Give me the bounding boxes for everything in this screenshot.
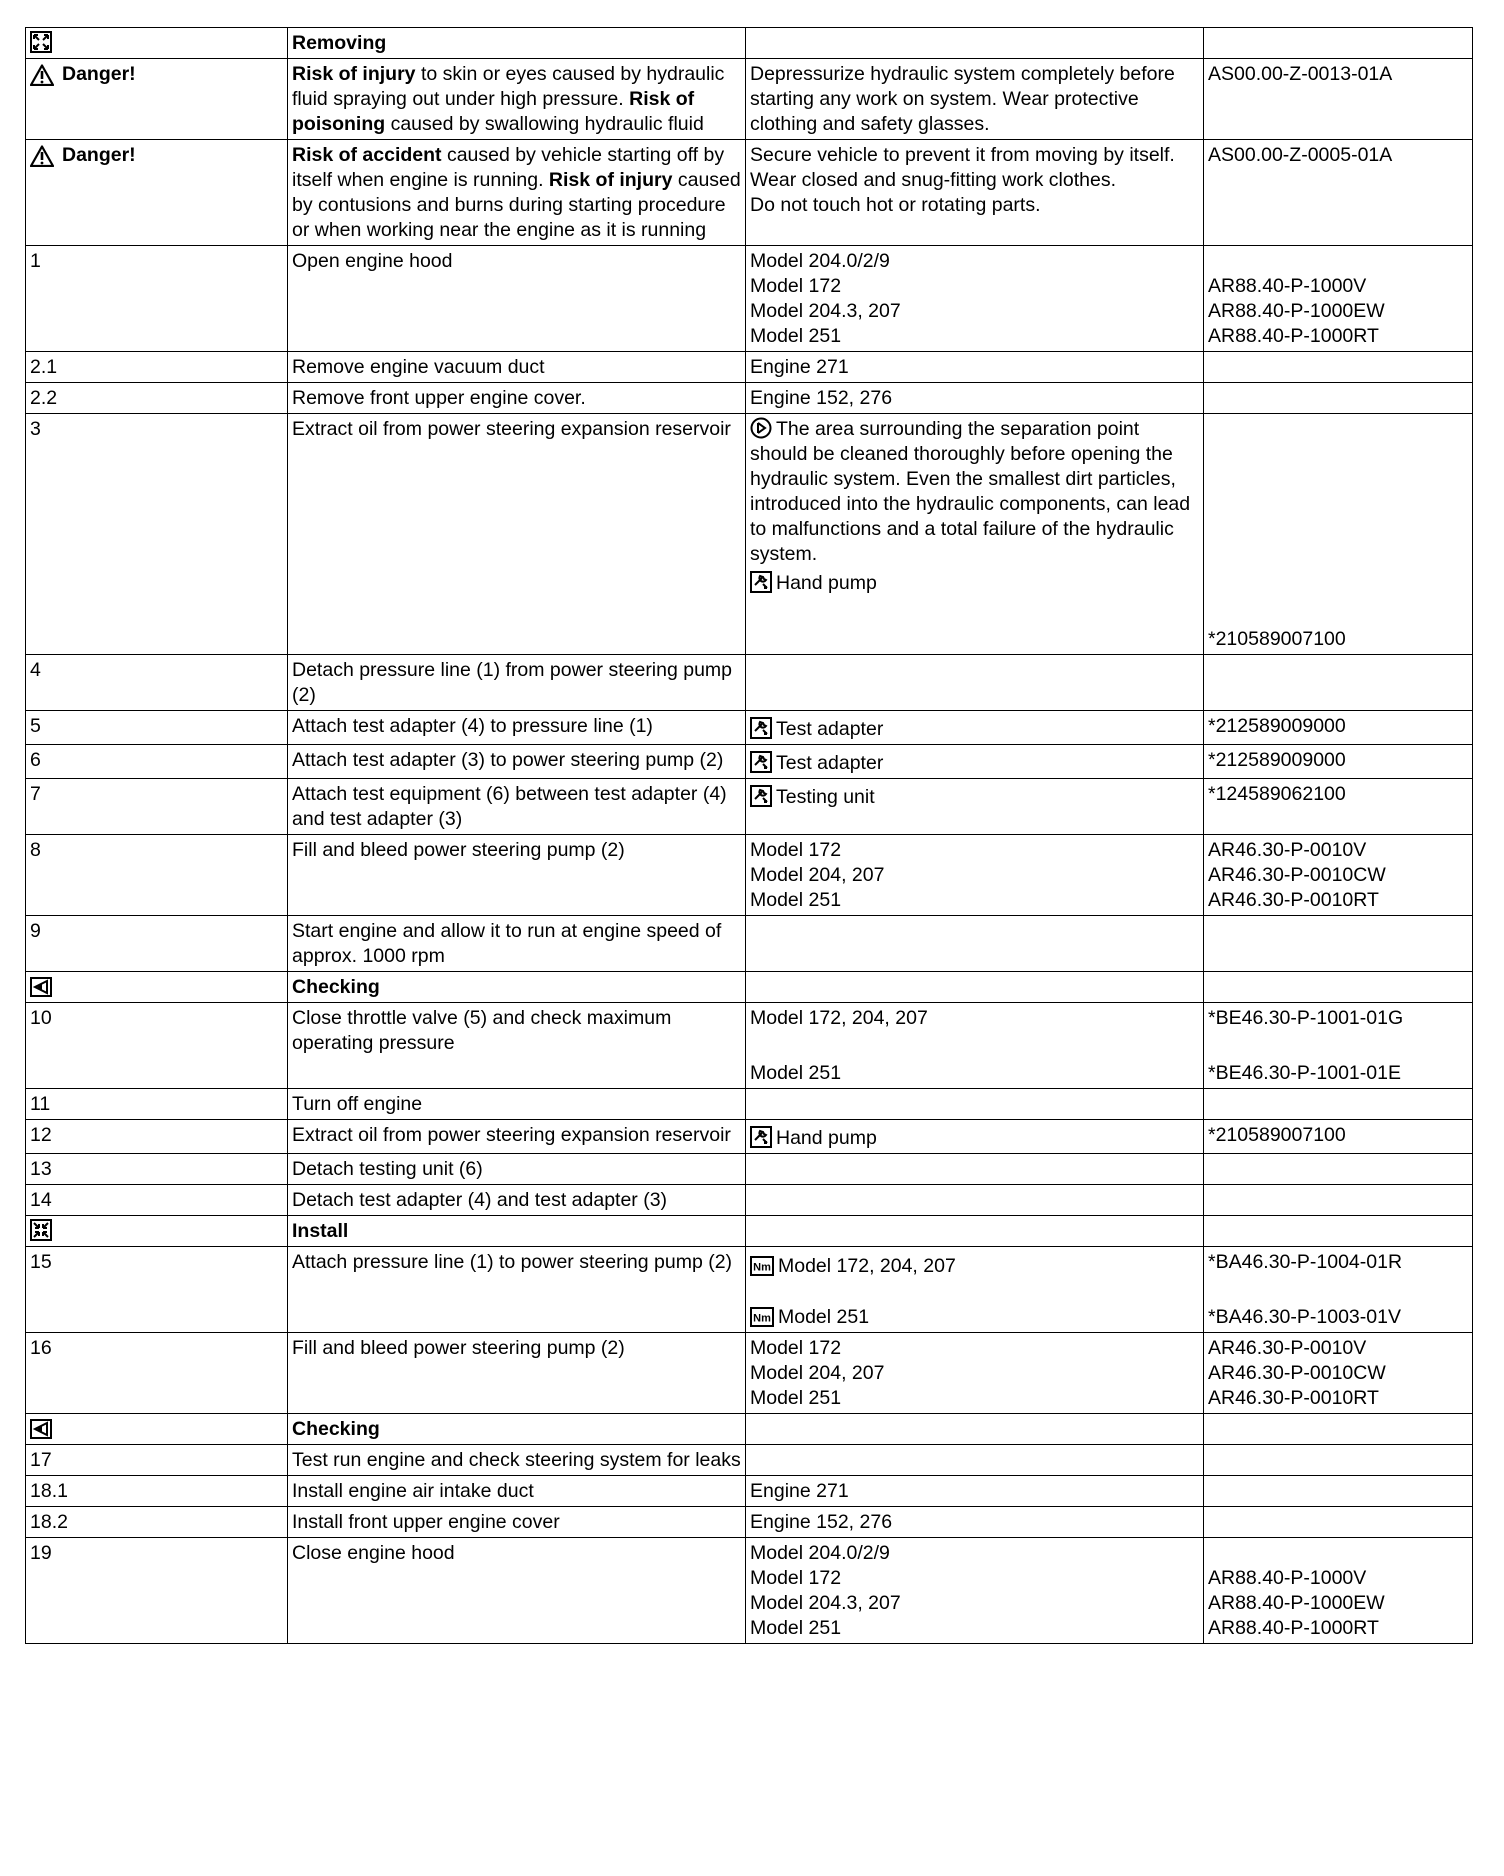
step-cell <box>26 140 288 246</box>
special-tool <box>750 717 1199 742</box>
step-cell <box>26 835 288 916</box>
risk-text: caused by swallowing hydraulic fluid <box>385 113 704 135</box>
step-number: 12 <box>30 1124 52 1146</box>
info-cell <box>746 1003 1204 1089</box>
info-cell <box>746 1247 1204 1333</box>
step-cell <box>26 711 288 745</box>
work-reference <box>1208 355 1468 380</box>
description-cell <box>288 1089 746 1120</box>
danger-row <box>26 140 1473 246</box>
step-cell <box>26 28 288 59</box>
step-description: Turn off engine <box>292 1093 423 1115</box>
table-row <box>26 383 1473 414</box>
step-cell <box>26 916 288 972</box>
tool-icon <box>750 1126 772 1148</box>
reference-cell <box>1204 414 1473 655</box>
step-description: Fill and bleed power steering pump (2) <box>292 1337 625 1359</box>
step-cell <box>26 1414 288 1445</box>
step-number: 3 <box>30 418 41 440</box>
step-number: 13 <box>30 1158 52 1180</box>
info-cell <box>746 711 1204 745</box>
description-cell <box>288 383 746 414</box>
info-cell <box>746 28 1204 59</box>
table-row <box>26 1154 1473 1185</box>
reference-cell <box>1204 28 1473 59</box>
step-number: 8 <box>30 839 41 861</box>
step-cell <box>26 1538 288 1644</box>
description-cell <box>288 835 746 916</box>
step-description: Attach test adapter (3) to power steering pump (2) <box>292 749 724 771</box>
install-icon <box>30 1219 52 1241</box>
torque-icon <box>750 1307 774 1327</box>
model-label: Model 204.0/2/9 <box>750 1542 890 1564</box>
work-reference <box>1208 1541 1468 1566</box>
tool-icon <box>750 717 772 739</box>
step-cell <box>26 246 288 352</box>
table-row <box>26 352 1473 383</box>
description-cell <box>288 916 746 972</box>
step-number: 18.2 <box>30 1511 68 1533</box>
reference-cell <box>1204 352 1473 383</box>
step-cell <box>26 779 288 835</box>
reference-cell <box>1204 140 1473 246</box>
reference-cell <box>1204 59 1473 140</box>
check-icon <box>30 1419 52 1439</box>
work-reference: AR46.30-P-0010V <box>1208 1337 1367 1359</box>
step-cell <box>26 59 288 140</box>
info-cell <box>746 835 1204 916</box>
info-cell <box>746 1538 1204 1644</box>
model-label: Model 204, 207 <box>750 864 885 886</box>
info-cell <box>746 352 1204 383</box>
table-row <box>26 1089 1473 1120</box>
check-icon <box>30 977 52 997</box>
step-number: 6 <box>30 749 41 771</box>
safety-instruction: Wear closed and snug-fitting work clothes. <box>750 169 1116 191</box>
reference-cell <box>1204 1247 1473 1333</box>
step-cell <box>26 1120 288 1154</box>
step-description: Extract oil from power steering expansion reservoir <box>292 418 731 440</box>
step-cell <box>26 414 288 655</box>
model-label: Model 172 <box>750 1337 842 1359</box>
reference-cell <box>1204 972 1473 1003</box>
model-label: Engine 271 <box>750 1480 849 1502</box>
section-title: Install <box>292 1220 349 1242</box>
step-number: 17 <box>30 1449 52 1471</box>
step-number: 7 <box>30 783 41 805</box>
info-cell <box>746 1414 1204 1445</box>
reference-cell <box>1204 246 1473 352</box>
description-cell <box>288 1476 746 1507</box>
step-number: 9 <box>30 920 41 942</box>
reference-cell <box>1204 779 1473 835</box>
description-cell <box>288 1507 746 1538</box>
special-tool <box>750 785 1199 810</box>
section-title: Removing <box>292 32 387 54</box>
reference-cell <box>1204 1333 1473 1414</box>
table-row <box>26 711 1473 745</box>
step-cell <box>26 1089 288 1120</box>
reference-cell <box>1204 916 1473 972</box>
risk-heading: Risk of accident <box>292 144 442 166</box>
reference-cell <box>1204 1414 1473 1445</box>
tool-name: Hand pump <box>776 572 877 594</box>
tool-icon <box>750 571 772 593</box>
description-cell <box>288 1414 746 1445</box>
model-label: Model 204.0/2/9 <box>750 250 890 272</box>
reference-cell <box>1204 1507 1473 1538</box>
safety-instruction: Secure vehicle to prevent it from moving by itself. <box>750 144 1175 166</box>
model-label: Engine 152, 276 <box>750 387 893 409</box>
step-number: 19 <box>30 1542 52 1564</box>
table-row <box>26 1185 1473 1216</box>
work-reference: AR88.40-P-1000RT <box>1208 1617 1379 1639</box>
ref-spacer <box>1208 417 1468 627</box>
description-cell <box>288 779 746 835</box>
step-description: Open engine hood <box>292 250 453 272</box>
step-number: 4 <box>30 659 41 681</box>
step-cell <box>26 1507 288 1538</box>
info-cell <box>746 1445 1204 1476</box>
work-reference: AR46.30-P-0010RT <box>1208 1387 1379 1409</box>
test-value-reference: *BE46.30-P-1001-01G <box>1208 1007 1404 1029</box>
description-cell <box>288 28 746 59</box>
work-reference: AR46.30-P-0010RT <box>1208 889 1379 911</box>
test-value-reference: *BE46.30-P-1001-01E <box>1208 1062 1401 1084</box>
step-number: 11 <box>30 1093 51 1115</box>
step-number: 16 <box>30 1337 52 1359</box>
table-row <box>26 1507 1473 1538</box>
step-cell <box>26 745 288 779</box>
step-description: Detach pressure line (1) from power steering pump (2) <box>292 659 733 706</box>
description-cell <box>288 1445 746 1476</box>
work-reference <box>1208 1510 1468 1535</box>
step-description: Remove front upper engine cover. <box>292 387 586 409</box>
reference-cell <box>1204 1120 1473 1154</box>
description-cell <box>288 745 746 779</box>
work-reference: AR46.30-P-0010CW <box>1208 1362 1386 1384</box>
warning-icon <box>30 145 54 167</box>
step-description: Start engine and allow it to run at engine speed of approx. 1000 rpm <box>292 920 722 967</box>
step-cell <box>26 383 288 414</box>
model-label: Model 172, 204, 207 <box>750 1007 928 1029</box>
step-description: Detach testing unit (6) <box>292 1158 483 1180</box>
section-header-row <box>26 972 1473 1003</box>
description-cell <box>288 1003 746 1089</box>
table-row <box>26 655 1473 711</box>
danger-text: Danger! <box>62 63 136 85</box>
description-cell <box>288 1185 746 1216</box>
section-title: Checking <box>292 1418 380 1440</box>
model-label: Model 172 <box>750 1567 842 1589</box>
risk-heading: Risk of poisoning <box>292 88 695 135</box>
model-label: Model 172 <box>750 839 842 861</box>
reference-cell <box>1204 1185 1473 1216</box>
special-tool <box>750 571 1199 596</box>
risk-heading: Risk of injury <box>292 63 416 85</box>
work-reference <box>1208 1479 1468 1504</box>
torque-reference: *BA46.30-P-1003-01V <box>1208 1306 1401 1328</box>
step-number: 2.1 <box>30 356 58 378</box>
table-row <box>26 916 1473 972</box>
svg-text:Nm: Nm <box>753 1261 771 1274</box>
step-number: 14 <box>30 1189 52 1211</box>
step-cell <box>26 972 288 1003</box>
info-cell <box>746 1507 1204 1538</box>
tool-number: *212589009000 <box>1208 749 1346 771</box>
table-row <box>26 1538 1473 1644</box>
description-cell <box>288 655 746 711</box>
description-cell <box>288 246 746 352</box>
torque-icon <box>750 1256 774 1276</box>
work-reference: AR88.40-P-1000V <box>1208 1567 1367 1589</box>
step-description: Install engine air intake duct <box>292 1480 534 1502</box>
step-description: Install front upper engine cover <box>292 1511 560 1533</box>
reference-cell <box>1204 1089 1473 1120</box>
description-cell <box>288 59 746 140</box>
model-label: Model 251 <box>750 1062 842 1084</box>
note-text: The area surrounding the separation point should be cleaned thoroughly before opening the hydraulic system. Even the smallest dirt particles, introduced into the hydraulic components, can lead to malfunctions and a total failure of the hydraulic system. <box>750 418 1191 565</box>
danger-label <box>30 62 136 87</box>
risk-text: caused by vehicle starting off by itself when engine is running. <box>292 144 725 191</box>
reference-cell <box>1204 1538 1473 1644</box>
tool-name: Testing unit <box>776 786 875 808</box>
table-row <box>26 1003 1473 1089</box>
step-description: Attach test equipment (6) between test adapter (4) and test adapter (3) <box>292 783 727 830</box>
step-description: Detach test adapter (4) and test adapter (3) <box>292 1189 668 1211</box>
step-number: 18.1 <box>30 1480 68 1502</box>
info-cell <box>746 140 1204 246</box>
description-cell <box>288 140 746 246</box>
tool-name: Test adapter <box>776 718 884 740</box>
reference-cell <box>1204 711 1473 745</box>
description-cell <box>288 711 746 745</box>
description-cell <box>288 1216 746 1247</box>
svg-text:Nm: Nm <box>753 1312 771 1325</box>
info-cell <box>746 779 1204 835</box>
step-description: Remove engine vacuum duct <box>292 356 545 378</box>
warning-icon <box>30 64 54 86</box>
procedure-table-body <box>26 28 1473 1644</box>
description-cell <box>288 414 746 655</box>
table-row <box>26 1333 1473 1414</box>
remove-icon <box>30 31 52 53</box>
work-reference <box>1208 386 1468 411</box>
table-row <box>26 1445 1473 1476</box>
work-reference: AR88.40-P-1000V <box>1208 275 1367 297</box>
tool-number: *210589007100 <box>1208 1124 1346 1146</box>
step-cell <box>26 1216 288 1247</box>
info-cell <box>746 1154 1204 1185</box>
step-cell <box>26 1003 288 1089</box>
work-reference: AR88.40-P-1000EW <box>1208 300 1385 322</box>
work-reference: AR46.30-P-0010V <box>1208 839 1367 861</box>
info-cell <box>746 745 1204 779</box>
step-description: Test run engine and check steering system for leaks <box>292 1449 741 1471</box>
info-cell <box>746 1333 1204 1414</box>
step-description: Extract oil from power steering expansion reservoir <box>292 1124 731 1146</box>
description-cell <box>288 1247 746 1333</box>
info-cell <box>746 414 1204 655</box>
reference-cell <box>1204 1476 1473 1507</box>
work-reference: AR88.40-P-1000RT <box>1208 325 1379 347</box>
description-cell <box>288 1120 746 1154</box>
reference-cell <box>1204 1216 1473 1247</box>
info-cell <box>746 916 1204 972</box>
info-cell <box>746 59 1204 140</box>
step-description: Attach test adapter (4) to pressure line (1) <box>292 715 653 737</box>
info-cell <box>746 1476 1204 1507</box>
torque-spec <box>750 1254 1199 1279</box>
table-row <box>26 779 1473 835</box>
tool-name: Test adapter <box>776 752 884 774</box>
procedure-sheet <box>25 27 1473 1644</box>
tool-number: *212589009000 <box>1208 715 1346 737</box>
description-cell <box>288 1154 746 1185</box>
danger-text: Danger! <box>62 144 136 166</box>
reference-cell <box>1204 383 1473 414</box>
info-cell <box>746 655 1204 711</box>
work-reference <box>1208 249 1468 274</box>
table-row <box>26 835 1473 916</box>
step-cell <box>26 1445 288 1476</box>
reference-cell <box>1204 835 1473 916</box>
model-label: Model 251 <box>778 1306 870 1328</box>
model-label: Model 251 <box>750 325 842 347</box>
section-header-row <box>26 1414 1473 1445</box>
table-row <box>26 1120 1473 1154</box>
document-reference: AS00.00-Z-0005-01A <box>1208 144 1393 166</box>
section-title: Checking <box>292 976 380 998</box>
note <box>750 417 1199 567</box>
info-cell <box>746 1120 1204 1154</box>
danger-row <box>26 59 1473 140</box>
tool-icon <box>750 785 772 807</box>
step-description: Close throttle valve (5) and check maximum operating pressure <box>292 1007 672 1054</box>
info-cell <box>746 246 1204 352</box>
danger-label <box>30 143 136 168</box>
step-description: Attach pressure line (1) to power steering pump (2) <box>292 1251 733 1273</box>
step-number: 15 <box>30 1251 52 1273</box>
model-label: Model 204.3, 207 <box>750 1592 901 1614</box>
step-cell <box>26 1476 288 1507</box>
step-cell <box>26 1247 288 1333</box>
safety-instruction: Depressurize hydraulic system completely before starting any work on system. Wear protective clothing and safety glasses. <box>750 63 1175 135</box>
reference-cell <box>1204 745 1473 779</box>
step-number: 2.2 <box>30 387 58 409</box>
risk-text: to skin or eyes caused by hydraulic fluid spraying out under high pressure. <box>292 63 725 110</box>
reference-cell <box>1204 1445 1473 1476</box>
model-label: Model 172 <box>750 275 842 297</box>
document-reference: AS00.00-Z-0013-01A <box>1208 63 1393 85</box>
reference-cell <box>1204 1154 1473 1185</box>
description-cell <box>288 1333 746 1414</box>
section-header-row <box>26 1216 1473 1247</box>
torque-spec <box>750 1305 1199 1330</box>
special-tool <box>750 1126 1199 1151</box>
info-cell <box>746 383 1204 414</box>
model-label: Model 251 <box>750 889 842 911</box>
section-header-row <box>26 28 1473 59</box>
model-label: Model 172, 204, 207 <box>778 1255 956 1277</box>
table-row <box>26 1247 1473 1333</box>
model-label: Model 251 <box>750 1617 842 1639</box>
tool-number: *124589062100 <box>1208 783 1346 805</box>
step-number: 1 <box>30 250 41 272</box>
tool-icon <box>750 751 772 773</box>
description-cell <box>288 1538 746 1644</box>
info-cell <box>746 972 1204 1003</box>
step-number: 5 <box>30 715 41 737</box>
reference-cell <box>1204 1003 1473 1089</box>
special-tool <box>750 751 1199 776</box>
torque-reference: *BA46.30-P-1004-01R <box>1208 1251 1403 1273</box>
risk-text: caused by contusions and burns during starting procedure or when working near the engine as it is running <box>292 169 741 241</box>
reference-cell <box>1204 655 1473 711</box>
risk-heading: Risk of injury <box>548 169 673 191</box>
step-cell <box>26 1154 288 1185</box>
table-row <box>26 1476 1473 1507</box>
table-row <box>26 414 1473 655</box>
step-cell <box>26 1333 288 1414</box>
model-label: Engine 152, 276 <box>750 1511 893 1533</box>
note-icon <box>750 417 772 439</box>
table-row <box>26 745 1473 779</box>
work-reference: AR46.30-P-0010CW <box>1208 864 1386 886</box>
model-label: Model 204.3, 207 <box>750 300 901 322</box>
tool-name: Hand pump <box>776 1127 877 1149</box>
step-description: Close engine hood <box>292 1542 455 1564</box>
step-cell <box>26 655 288 711</box>
info-cell <box>746 1185 1204 1216</box>
info-cell <box>746 1089 1204 1120</box>
step-cell <box>26 1185 288 1216</box>
tool-number: *210589007100 <box>1208 628 1346 650</box>
step-number: 10 <box>30 1007 52 1029</box>
description-cell <box>288 352 746 383</box>
model-label: Model 251 <box>750 1387 842 1409</box>
description-cell <box>288 972 746 1003</box>
table-row <box>26 246 1473 352</box>
step-description: Fill and bleed power steering pump (2) <box>292 839 625 861</box>
work-reference: AR88.40-P-1000EW <box>1208 1592 1385 1614</box>
model-label: Model 204, 207 <box>750 1362 885 1384</box>
procedure-table <box>25 27 1473 1644</box>
info-cell <box>746 1216 1204 1247</box>
step-cell <box>26 352 288 383</box>
model-label: Engine 271 <box>750 356 849 378</box>
safety-instruction: Do not touch hot or rotating parts. <box>750 194 1041 216</box>
